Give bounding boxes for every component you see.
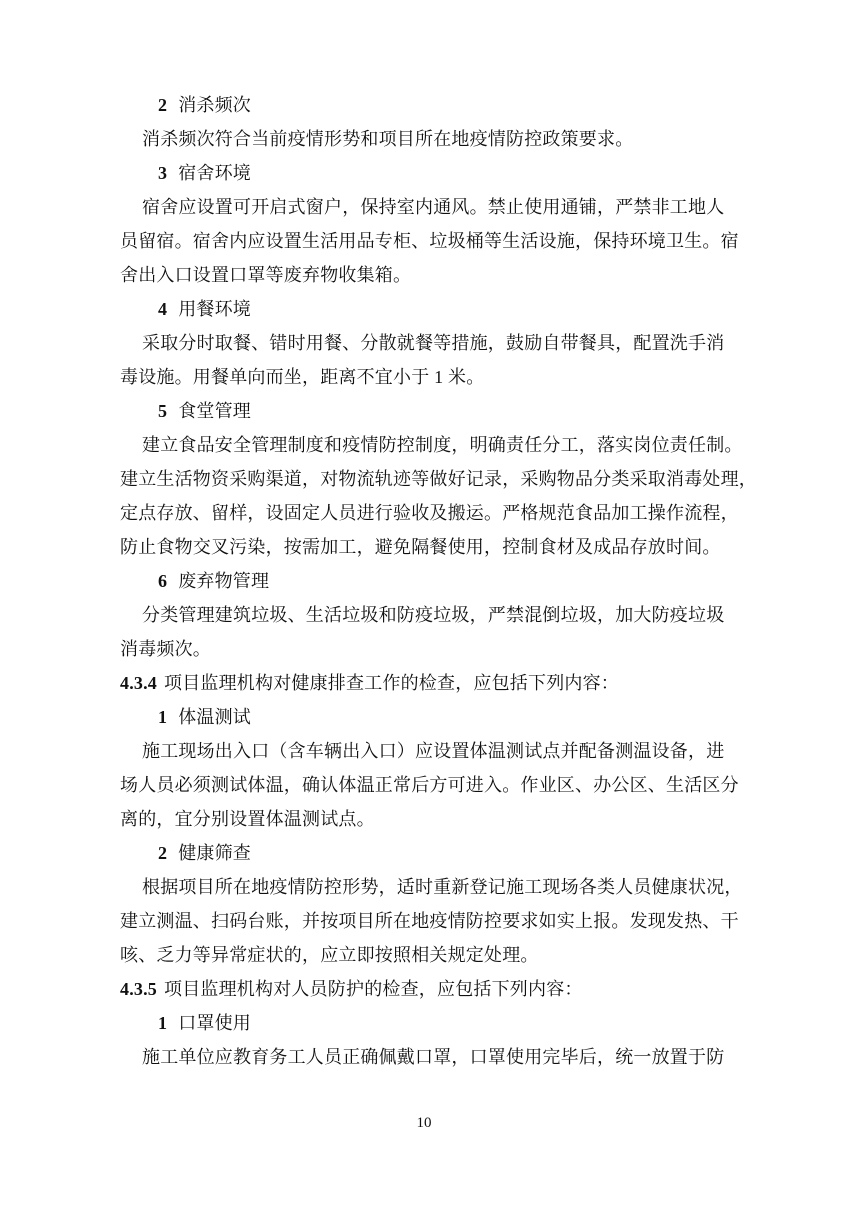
paragraph-line: 消毒频次。 [120,639,211,659]
item-number: 2 [158,95,168,115]
item-heading [120,836,736,870]
item-heading [120,88,736,122]
section-text: 项目监理机构对人员防护的检查，应包括下列内容： [164,979,583,999]
paragraph-line: 建立生活物资采购渠道，对物流轨迹等做好记录，采购物品分类采取消毒处理， [120,469,757,489]
section-number: 4.3.4 [120,673,157,693]
section-heading [120,666,736,700]
item-heading [120,292,736,326]
item-title: 口罩使用 [178,1013,252,1033]
section-number: 4.3.5 [120,979,157,999]
item-number: 2 [158,843,168,863]
item-title: 宿舍环境 [178,163,252,183]
item-heading [120,1006,736,1040]
item-heading [120,156,736,190]
item-title: 废弃物管理 [178,571,270,591]
paragraph-line: 建立测温、扫码台账，并按项目所在地疫情防控要求如实上报。发现发热、干 [120,911,739,931]
item-number: 6 [158,571,168,591]
paragraph-line: 离的，宜分别设置体温测试点。 [120,809,375,829]
paragraph-line: 施工单位应教育务工人员正确佩戴口罩，口罩使用完毕后，统一放置于防 [142,1047,725,1067]
paragraph-line: 根据项目所在地疫情防控形势，适时重新登记施工现场各类人员健康状况， [142,877,743,897]
paragraph-line: 定点存放、留样，设固定人员进行验收及搬运。严格规范食品加工操作流程， [120,503,739,523]
paragraph-line: 咳、乏力等异常症状的，应立即按照相关规定处理。 [120,945,539,965]
paragraph-line: 采取分时取餐、错时用餐、分散就餐等措施，鼓励自带餐具，配置洗手消 [142,333,725,353]
paragraph-line: 防止食物交叉污染，按需加工，避免隔餐使用，控制食材及成品存放时间。 [120,537,721,557]
item-title: 用餐环境 [178,299,252,319]
page-number: 10 [416,1115,432,1131]
item-title: 食堂管理 [178,401,252,421]
paragraph-line: 员留宿。宿舍内应设置生活用品专柜、垃圾桶等生活设施，保持环境卫生。宿 [120,231,739,251]
document-text-block [120,88,757,1074]
paragraph-line: 场人员必须测试体温，确认体温正常后方可进入。作业区、办公区、生活区分 [120,775,739,795]
item-title: 体温测试 [178,707,252,727]
item-heading [120,700,736,734]
item-heading [120,394,736,428]
section-text: 项目监理机构对健康排查工作的检查，应包括下列内容： [164,673,619,693]
item-number: 1 [158,707,168,727]
paragraph-line: 施工现场出入口（含车辆出入口）应设置体温测试点并配备测温设备，进 [142,741,725,761]
section-heading [120,972,736,1006]
paragraph-line: 消杀频次符合当前疫情形势和项目所在地疫情防控政策要求。 [142,129,634,149]
paragraph-line: 毒设施。用餐单向而坐，距离不宜小于 1 米。 [120,367,485,387]
paragraph-line: 分类管理建筑垃圾、生活垃圾和防疫垃圾，严禁混倒垃圾，加大防疫垃圾 [142,605,725,625]
item-number: 5 [158,401,168,421]
item-heading [120,564,736,598]
item-title: 健康筛查 [178,843,252,863]
item-number: 4 [158,299,168,319]
paragraph-line: 舍出入口设置口罩等废弃物收集箱。 [120,265,412,285]
paragraph-line: 建立食品安全管理制度和疫情防控制度，明确责任分工，落实岗位责任制。 [142,435,743,455]
item-number: 1 [158,1013,168,1033]
item-number: 3 [158,163,168,183]
paragraph-line: 宿舍应设置可开启式窗户，保持室内通风。禁止使用通铺，严禁非工地人 [142,197,725,217]
item-title: 消杀频次 [178,95,252,115]
